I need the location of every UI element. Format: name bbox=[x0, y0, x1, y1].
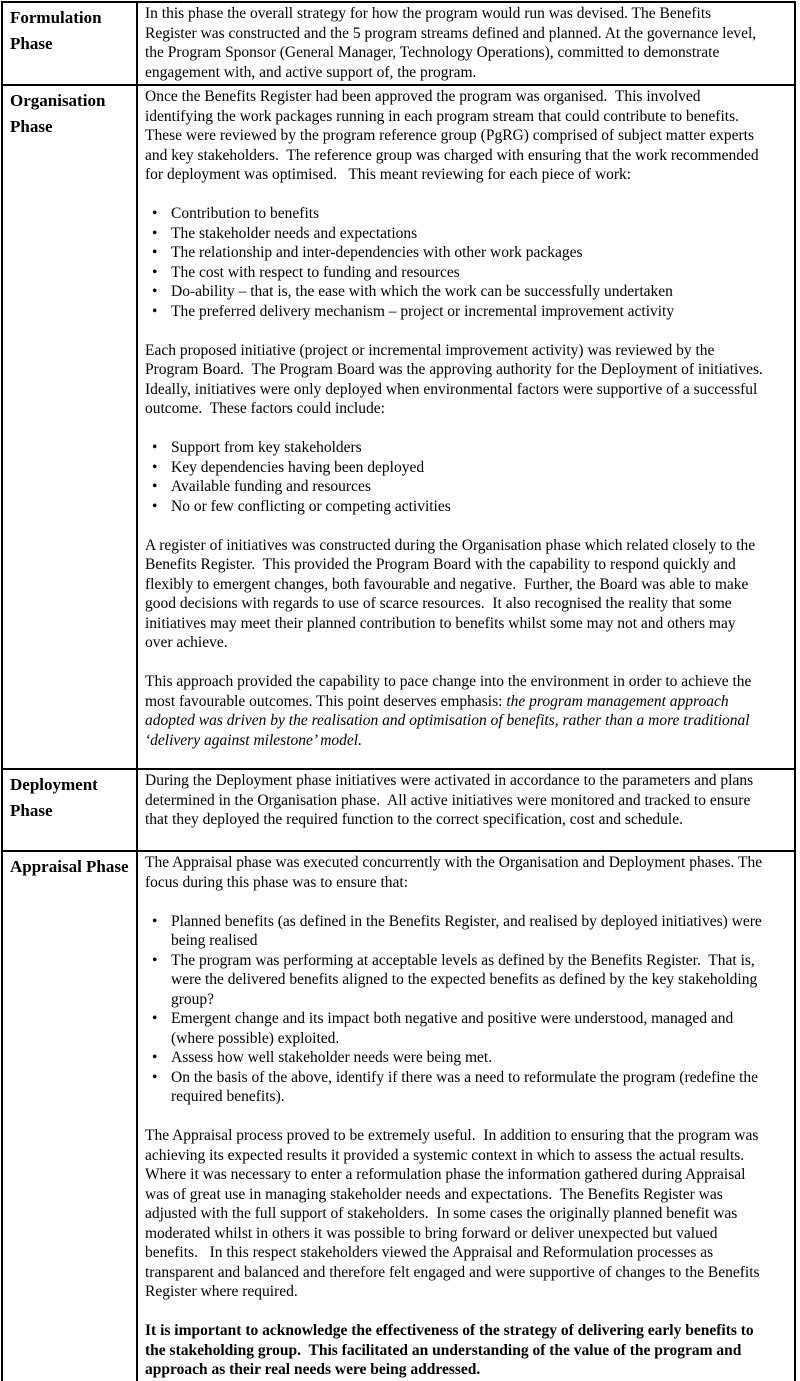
phase-cell: Organisation Phase bbox=[2, 85, 137, 769]
paragraph bbox=[145, 4, 764, 82]
text-run: In this phase the overall strategy for how the program would run was devised. The Benefits Register was constructed and the 5 program streams defined and planned. At the governance level, the Program Sponsor (General Manager, Technology Operations), committed to demonstrate engagement with, and active support of, the program. bbox=[145, 5, 761, 81]
content-cell bbox=[137, 85, 795, 769]
paragraph bbox=[145, 853, 764, 892]
paragraph bbox=[145, 87, 764, 185]
bullet-item: • The program was performing at acceptable levels as defined by the Benefits Register. That is, were the delivered benefits aligned to the expected benefits as defined by the key stakeholding group? bbox=[145, 951, 764, 1010]
phase-table bbox=[1, 1, 796, 1381]
content-cell bbox=[137, 769, 795, 851]
bullet-item: • Key dependencies having been deployed bbox=[145, 458, 764, 478]
text-run: It is important to acknowledge the effectiveness of the strategy of delivering early benefits to the stakeholding group. This facilitated an understanding of the value of the program and approach as their real needs were being addressed. bbox=[145, 1322, 758, 1378]
text-run: the program management approach adopted was driven by the realisation and optimisation of benefits, rather than a more traditional ‘delivery against milestone’ model. bbox=[145, 692, 754, 749]
phase-cell: Deployment Phase bbox=[2, 769, 137, 851]
bullet-item: • The relationship and inter-dependencies with other work packages bbox=[145, 243, 764, 263]
bullet-list bbox=[145, 204, 764, 321]
text-run: Once the Benefits Register had been approved the program was organised. This involved identifying the work packages running in each program stream that could contribute to benefits. These were reviewed by the program reference group (PgRG) comprised of subject matter experts and key stakeholders. The reference group was charged with ensuring that the work recommended for deployment was optimised. This meant reviewing for each piece of work: bbox=[145, 88, 763, 183]
bullet-list bbox=[145, 438, 764, 516]
bullet-item: • The stakeholder needs and expectations bbox=[145, 224, 764, 244]
bullet-item: • The preferred delivery mechanism – project or incremental improvement activity bbox=[145, 302, 764, 322]
bullet-item: • No or few conflicting or competing activities bbox=[145, 497, 764, 517]
bullet-item: • Planned benefits (as defined in the Benefits Register, and realised by deployed initiatives) were being realised bbox=[145, 912, 764, 951]
bullet-item: • Do-ability – that is, the ease with which the work can be successfully undertaken bbox=[145, 282, 764, 302]
table-row bbox=[2, 769, 795, 851]
table-row bbox=[2, 851, 795, 1381]
text-run: The Appraisal process proved to be extremely useful. In addition to ensuring that the program was achieving its expected results it provided a systemic context in which to assess the actual results. Where it was necessary to enter a reformulation phase the information gathered during Appraisal was of great use in managing stakeholder needs and expectations. The Benefits Register was adjusted with the full support of stakeholders. In some cases the originally planned benefit was moderated whilst in others it was possible to bring forward or deliver unexpected but valued benefits. In this respect stakeholders viewed the Appraisal and Reformulation processes as transparent and balanced and therefore felt engaged and were supportive of changes to the Benefits Register where required. bbox=[145, 1127, 764, 1300]
bullet-item: • Support from key stakeholders bbox=[145, 438, 764, 458]
phase-table-body bbox=[2, 2, 795, 1381]
paragraph bbox=[145, 1126, 764, 1302]
text-run: During the Deployment phase initiatives were activated in accordance to the parameters and plans determined in the Organisation phase. All active initiatives were monitored and tracked to ensure that they deployed the required function to the correct specification, cost and schedule. bbox=[145, 772, 758, 828]
text-run: Each proposed initiative (project or incremental improvement activity) was reviewed by the Program Board. The Program Board was the approving authority for the Deployment of initiatives. Ideally, initiatives were only deployed when environmental factors were supportive of a successful outcome. These factors could include: bbox=[145, 341, 771, 417]
paragraph bbox=[145, 536, 764, 653]
bullet-item: • Available funding and resources bbox=[145, 477, 764, 497]
bullet-item: • Contribution to benefits bbox=[145, 204, 764, 224]
paragraph bbox=[145, 672, 764, 750]
paragraph bbox=[145, 771, 764, 830]
paragraph bbox=[145, 1321, 764, 1380]
bullet-list bbox=[145, 912, 764, 1107]
content-cell bbox=[137, 851, 795, 1381]
text-run: The Appraisal phase was executed concurrently with the Organisation and Deployment phases. The focus during this phase was to ensure that: bbox=[145, 854, 766, 891]
paragraph bbox=[145, 341, 771, 419]
phase-cell: Appraisal Phase bbox=[2, 851, 137, 1381]
bullet-item: • Assess how well stakeholder needs were being met. bbox=[145, 1048, 764, 1068]
bullet-item: • Emergent change and its impact both negative and positive were understood, managed and (where possible) exploited. bbox=[145, 1009, 764, 1048]
text-run: This approach provided the capability to pace change into the environment in order to achieve the most favourable outcomes. This point deserves emphasis: bbox=[145, 673, 756, 710]
text-run: A register of initiatives was constructed during the Organisation phase which related closely to the Benefits Register. This provided the Program Board with the capability to respond quickly and flexibly to emergent changes, both favourable and negative. Further, the Board was able to make good decisions with regards to use of scarce resources. It also recognised the reality that some initiatives may meet their planned contribution to benefits whilst some may not and others may over achieve. bbox=[145, 536, 759, 651]
bullet-item: • On the basis of the above, identify if there was a need to reformulate the program (redefine the required benefits). bbox=[145, 1068, 764, 1107]
bullet-item: • The cost with respect to funding and resources bbox=[145, 263, 764, 283]
content-cell bbox=[137, 2, 795, 85]
table-row bbox=[2, 2, 795, 85]
phase-cell: Formulation Phase bbox=[2, 2, 137, 85]
table-row bbox=[2, 85, 795, 769]
